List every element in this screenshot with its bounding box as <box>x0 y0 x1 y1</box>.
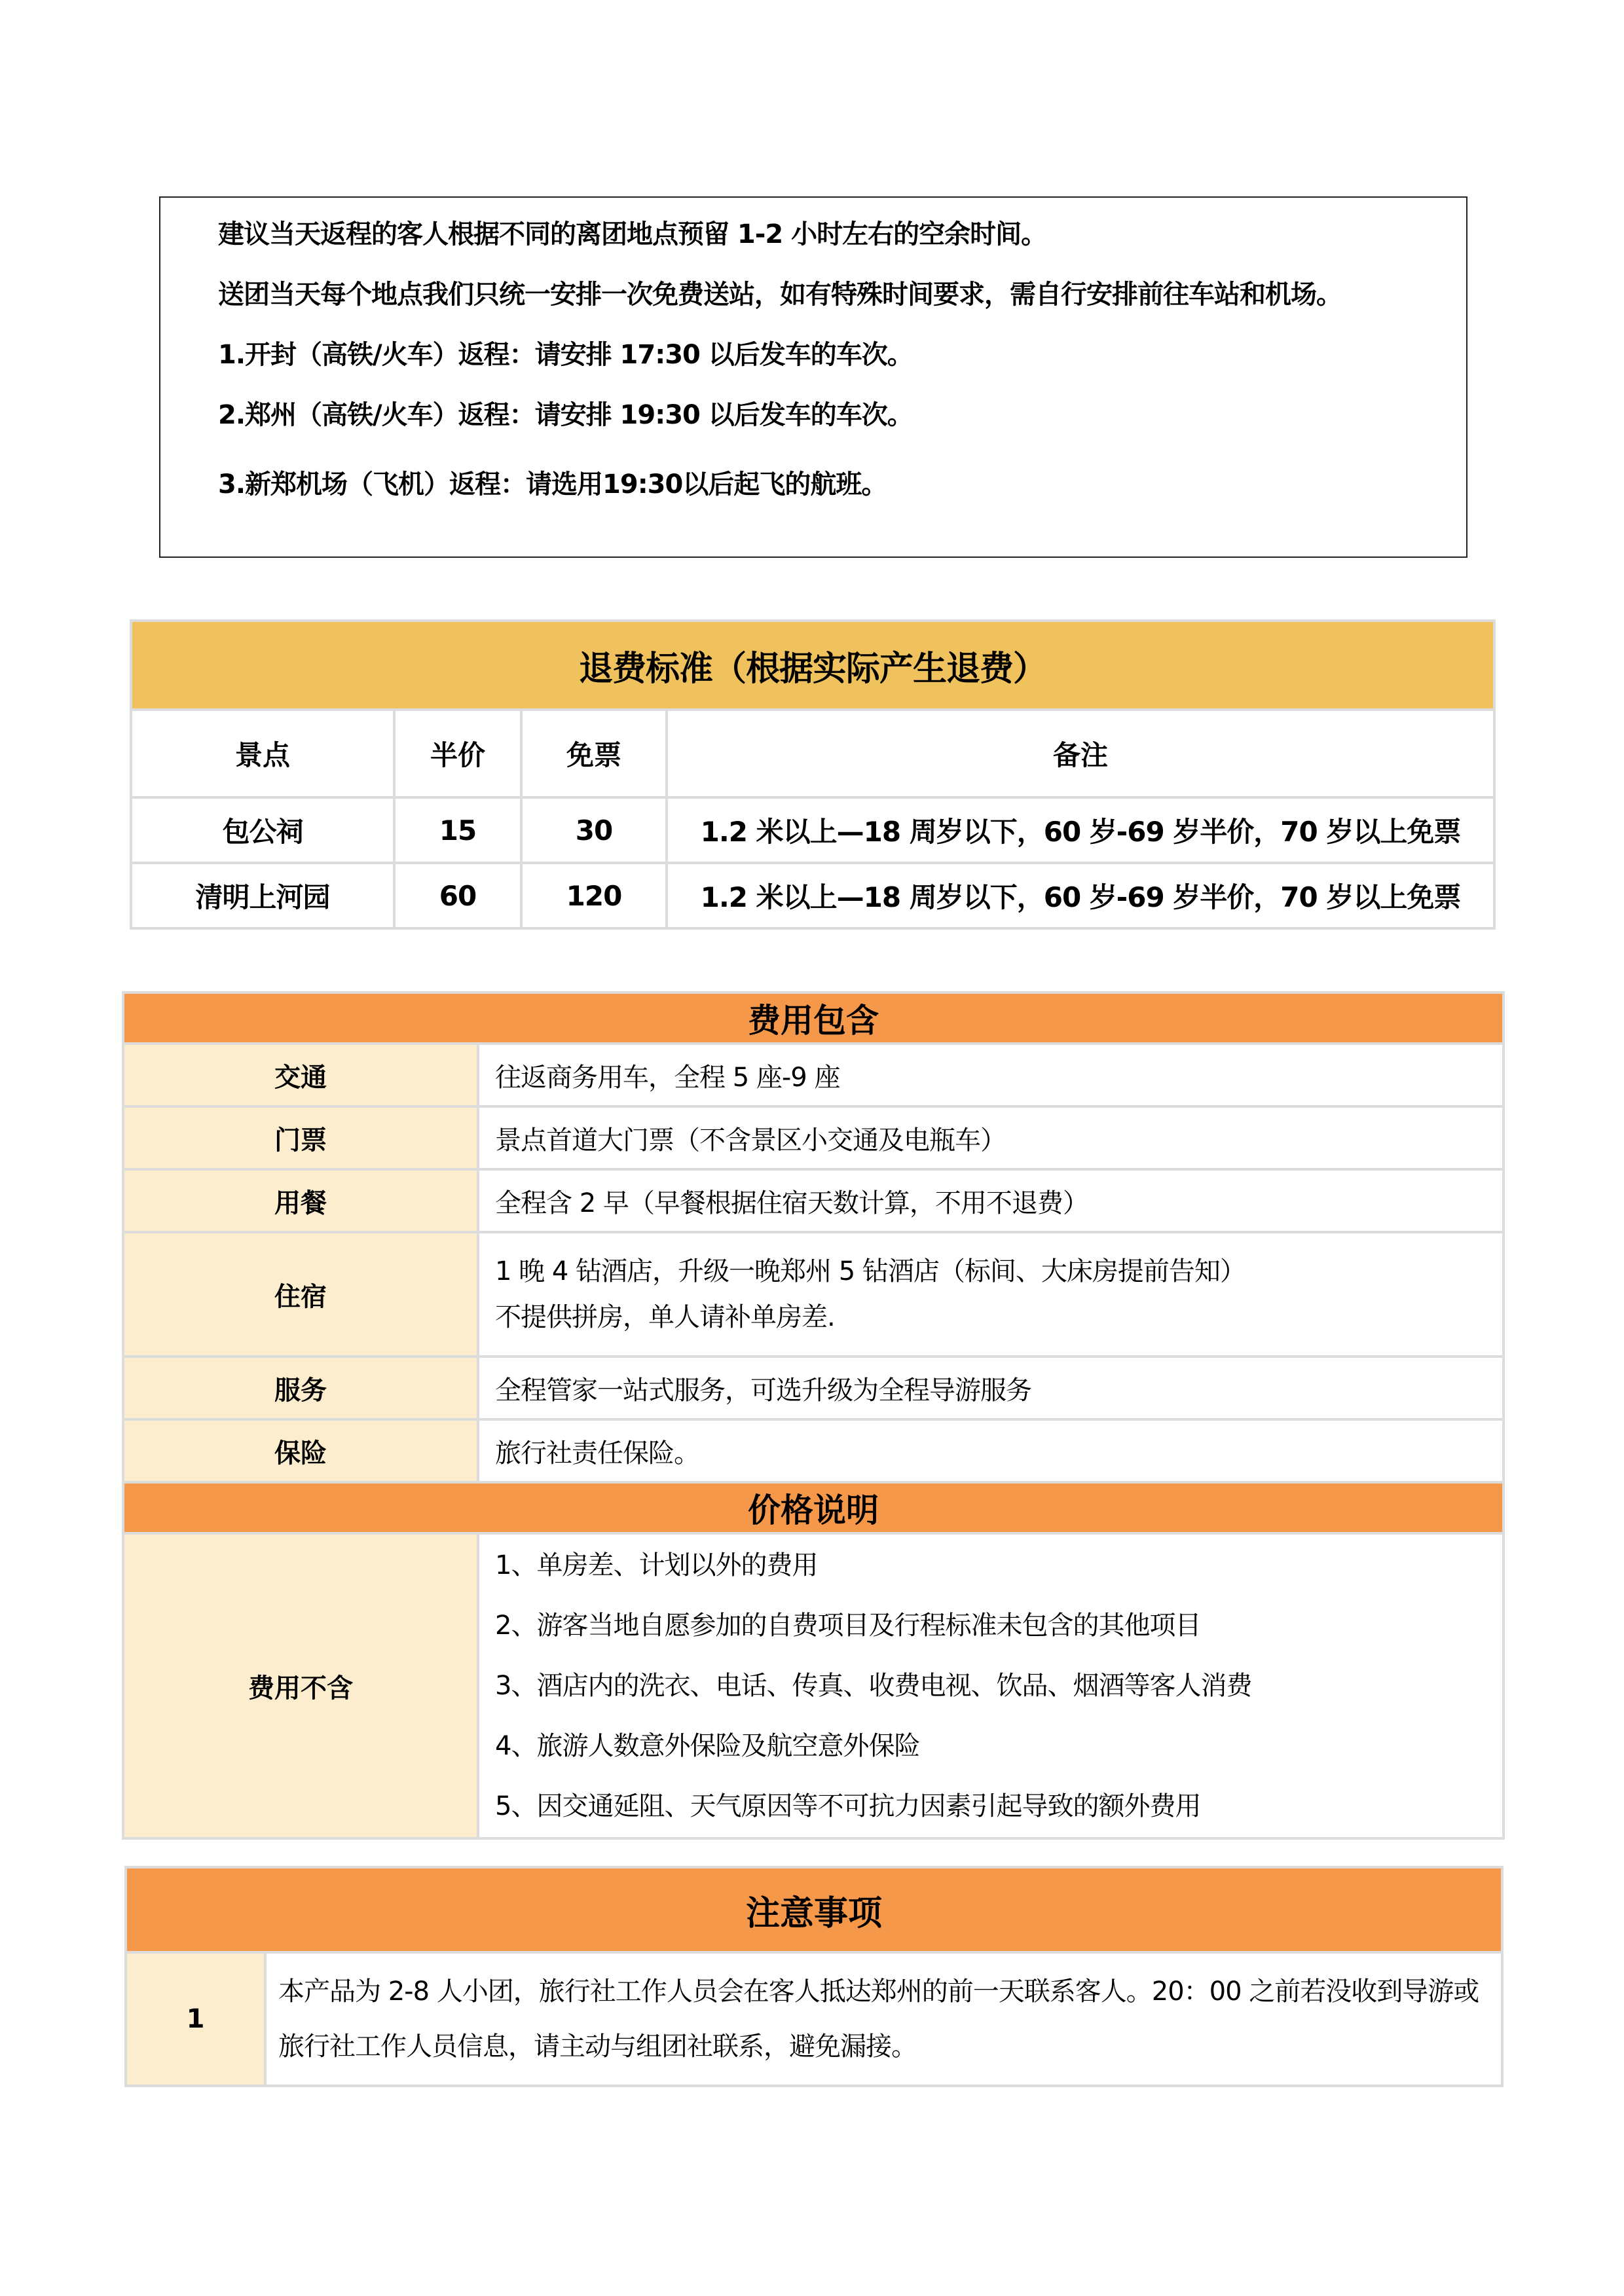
fees-included-title: 费用包含 <box>123 993 1504 1044</box>
row-value: 往返商务用车，全程 5 座-9 座 <box>478 1044 1504 1106</box>
refund-table-header <box>131 710 1494 797</box>
column-header: 免票 <box>521 710 667 797</box>
row-value: 全程管家一站式服务，可选升级为全程导游服务 <box>478 1357 1504 1419</box>
table-row <box>123 1232 1504 1357</box>
table-row <box>123 1357 1504 1419</box>
notice-line: 3.新郑机场（飞机）返程：请选用19:30以后起飞的航班。 <box>218 469 887 500</box>
excluded-item: 3、酒店内的洗衣、电话、传真、收费电视、饮品、烟酒等客人消费 <box>495 1671 1252 1701</box>
table-row <box>123 1106 1504 1169</box>
notice-line: 2.郑州（高铁/火车）返程：请安排 19:30 以后发车的车次。 <box>218 400 913 430</box>
notice-line: 送团当天每个地点我们只统一安排一次免费送站，如有特殊时间要求，需自行安排前往车站和机场。 <box>218 280 1342 310</box>
value-line: 1 晚 4 钻酒店，升级一晚郑州 5 钻酒店（标间、大床房提前告知） <box>495 1256 1246 1286</box>
table-row <box>123 1533 1504 1838</box>
value-line: 不提供拼房，单人请补单房差. <box>495 1302 835 1332</box>
excluded-list <box>478 1533 1504 1838</box>
table-row <box>131 863 1494 928</box>
excluded-item: 4、旅游人数意外保险及航空意外保险 <box>495 1731 920 1761</box>
half-price-cell: 15 <box>394 797 521 863</box>
row-label: 交通 <box>123 1044 478 1106</box>
note-cell: 1.2 米以上—18 周岁以下，60 岁-69 岁半价，70 岁以上免票 <box>667 797 1494 863</box>
column-header: 景点 <box>131 710 394 797</box>
row-label: 保险 <box>123 1419 478 1482</box>
table-row <box>123 1044 1504 1106</box>
excluded-item: 2、游客当地自愿参加的自费项目及行程标准未包含的其他项目 <box>495 1611 1201 1641</box>
site-cell: 包公祠 <box>131 797 394 863</box>
row-value: 全程含 2 早（早餐根据住宿天数计算，不用不退费） <box>478 1169 1504 1232</box>
notice-line: 1.开封（高铁/火车）返程：请安排 17:30 以后发车的车次。 <box>218 340 913 370</box>
notes-title: 注意事项 <box>126 1867 1502 1952</box>
note-number: 1 <box>126 1952 265 2086</box>
note-text: 本产品为 2-8 人小团，旅行社工作人员会在客人抵达郑州的前一天联系客人。20：00 之前若没收到导游或旅行社工作人员信息，请主动与组团社联系，避免漏接。 <box>265 1952 1502 2086</box>
column-header: 半价 <box>394 710 521 797</box>
excluded-item: 1、单房差、计划以外的费用 <box>495 1550 818 1580</box>
row-label: 用餐 <box>123 1169 478 1232</box>
half-price-cell: 60 <box>394 863 521 928</box>
row-value: 旅行社责任保险。 <box>478 1419 1504 1482</box>
free-cell: 120 <box>521 863 667 928</box>
fees-table <box>122 991 1505 1840</box>
note-cell: 1.2 米以上—18 周岁以下，60 岁-69 岁半价，70 岁以上免票 <box>667 863 1494 928</box>
notes-table <box>124 1866 1504 2087</box>
row-label: 门票 <box>123 1106 478 1169</box>
return-notice-box <box>159 196 1467 558</box>
notice-line: 建议当天返程的客人根据不同的离团地点预留 1-2 小时左右的空余时间。 <box>218 219 1047 249</box>
row-value: 景点首道大门票（不含景区小交通及电瓶车） <box>478 1106 1504 1169</box>
table-row <box>123 1169 1504 1232</box>
table-row <box>131 797 1494 863</box>
site-cell: 清明上河园 <box>131 863 394 928</box>
free-cell: 30 <box>521 797 667 863</box>
excluded-label: 费用不含 <box>123 1533 478 1838</box>
refund-table <box>130 619 1496 930</box>
excluded-item: 5、因交通延阻、天气原因等不可抗力因素引起导致的额外费用 <box>495 1791 1201 1821</box>
table-row <box>123 1419 1504 1482</box>
row-value <box>478 1232 1504 1357</box>
row-label: 住宿 <box>123 1232 478 1357</box>
column-header: 备注 <box>667 710 1494 797</box>
row-label: 服务 <box>123 1357 478 1419</box>
price-notes-title: 价格说明 <box>123 1482 1504 1533</box>
table-row <box>126 1952 1502 2086</box>
refund-table-title: 退费标准（根据实际产生退费） <box>131 621 1494 710</box>
